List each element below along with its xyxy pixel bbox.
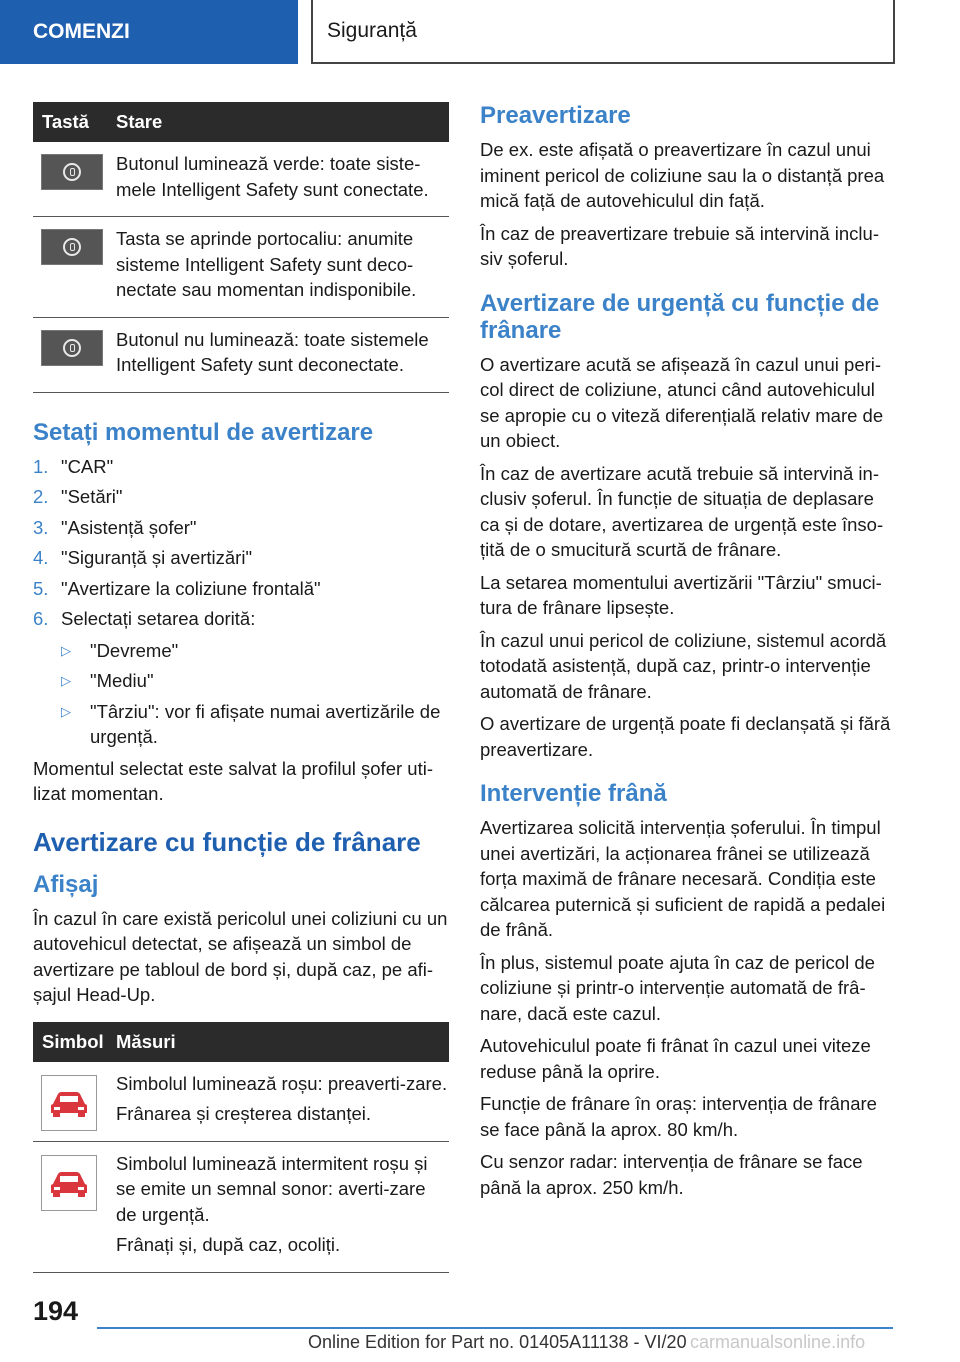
paragraph: O avertizare acută se afișează în cazul unui peri-col direct de coliziune, atunci când autovehiculul se apropie cu o viteză diferențială relativ mare de un obiect. — [480, 353, 884, 451]
row-text: Frânați și, după caz, ocoliți. — [116, 1234, 341, 1255]
table-row — [33, 318, 449, 393]
paragraph: În caz de preavertizare trebuie să intervină inclu-siv șoferul. — [480, 222, 879, 269]
list-item: ▷ "Devreme" — [61, 638, 449, 664]
braking-heading: Avertizare cu funcție de frânare — [33, 826, 421, 857]
row-text: Tasta se aprinde portocaliu: anumite sisteme Intelligent Safety sunt deco-nectate sau momentan indisponibile. — [116, 228, 417, 300]
symbol-table-header — [33, 1022, 449, 1062]
watermark: carmanualsonline.info — [690, 1332, 866, 1352]
paragraph: De ex. este afișată o preavertizare în cazul unui iminent pericol de coliziune sau la o distanță prea mică față de autovehiculul din față. — [480, 139, 885, 211]
paragraph: În cazul unui pericol de coliziune, sistemul acordă totodată asistență, după caz, printr-o intervenție automată de frânare. — [480, 629, 887, 702]
row-text: Simbolul luminează intermitent roșu și se emite un semnal sonor: averti-zare de urgență. — [116, 1152, 428, 1225]
triangle-bullet-icon: ▷ — [61, 642, 71, 658]
set-time-heading: Setați momentul de avertizare — [33, 418, 374, 446]
symbol-col-header: Simbol — [42, 1030, 104, 1052]
steps-list — [33, 454, 449, 632]
brake-intervention-heading: Intervenție frână — [480, 780, 667, 807]
key-table-header — [33, 102, 449, 142]
display-text: În cazul în care există pericolul unei coliziuni cu un autovehicul detectat, se afișează un simbol de avertizare pe tabloul de bord și, după caz, pe afi-șajul Head-Up. — [33, 907, 448, 1005]
display-heading: Afișaj — [33, 870, 99, 898]
vehicle-warning-red-icon — [41, 1075, 97, 1131]
table-row — [33, 1142, 449, 1273]
paragraph: În plus, sistemul poate ajuta în caz de pericol de coliziune și printr-o intervenție automată de frâ-nare, dacă este cazul. — [480, 951, 875, 1024]
edition-text: Online Edition for Part no. 01405A11138 - VI/20 — [308, 1332, 687, 1352]
section-title: COMENZI — [33, 20, 130, 43]
status-col-header: Stare — [116, 111, 163, 132]
row-text: Butonul luminează verde: toate siste-mele Intelligent Safety sunt conectate. — [116, 153, 429, 200]
intelligent-safety-key-green-icon — [41, 154, 103, 190]
right-column — [480, 100, 896, 1207]
intelligent-safety-key-off-icon — [41, 330, 103, 366]
table-row — [33, 217, 449, 318]
row-text: Frânarea și creșterea distanței. — [116, 1103, 372, 1124]
paragraph: Funcție de frânare în oraș: intervenția de frânare se face până la aprox. 80 km/h. — [480, 1093, 877, 1140]
row-text: Simbolul luminează roșu: preaverti-zare. — [116, 1072, 448, 1094]
symbol-table — [33, 1022, 449, 1273]
pre-warning-heading: Preavertizare — [480, 102, 631, 129]
table-row — [33, 142, 449, 217]
table-row — [33, 1062, 449, 1142]
key-status-table — [33, 102, 449, 393]
options-list — [33, 638, 449, 750]
measures-col-header: Măsuri — [116, 1030, 176, 1052]
urgent-warning-heading: Avertizare de urgență cu funcție de frânare — [480, 289, 880, 344]
row-text: Butonul nu luminează: toate sistemele Intelligent Safety sunt deconectate. — [116, 328, 429, 375]
list-item: 4. "Siguranță și avertizări" — [33, 547, 253, 568]
paragraph: Autovehiculul poate fi frânat în cazul unei viteze reduse până la oprire. — [480, 1035, 871, 1082]
left-column — [33, 102, 449, 1273]
triangle-bullet-icon: ▷ — [61, 703, 71, 719]
list-item: 2. "Setări" — [33, 486, 123, 507]
paragraph: O avertizare de urgență poate fi declanșată și fără preavertizare. — [480, 713, 891, 760]
list-item: 3. "Asistență șofer" — [33, 516, 197, 538]
chapter-tab — [311, 0, 895, 64]
page-number: 194 — [33, 1296, 79, 1326]
chapter-title: Siguranță — [327, 19, 417, 42]
triangle-bullet-icon: ▷ — [61, 673, 71, 688]
vehicle-warning-flashing-red-icon — [41, 1155, 97, 1211]
paragraph: Avertizarea solicită intervenția șoferului. În timpul unei avertizări, la acționarea frânei se utilizează forța maximă de frânare necesară. Condiția este călcarea puternică și suficient de rapidă a pedalei de frână. — [480, 817, 886, 940]
intelligent-safety-key-orange-icon — [41, 229, 103, 265]
key-col-header: Tastă — [42, 111, 89, 132]
list-item: ▷ "Mediu" — [61, 668, 449, 694]
paragraph: Cu senzor radar: intervenția de frânare se face până la aprox. 250 km/h. — [480, 1151, 863, 1198]
list-item: 1. "CAR" — [33, 455, 114, 477]
footer-divider — [97, 1327, 893, 1329]
list-item: ▷ "Târziu": vor fi afișate numai avertizările de urgență. — [61, 699, 449, 750]
list-item: 6. Selectați setarea dorită: — [33, 608, 256, 629]
section-tab — [0, 0, 298, 64]
saved-note: Momentul selectat este salvat la profilul șofer uti-lizat momentan. — [33, 757, 433, 804]
paragraph: În caz de avertizare acută trebuie să intervină in-clusiv șoferul. În funcție de situația de deplasare ca și de dotare, avertizarea de urgență este înso-țită de o smucitură scurtă de frânare. — [480, 462, 884, 560]
list-item: 5. "Avertizare la coliziune frontală" — [33, 577, 321, 599]
paragraph: La setarea momentului avertizării "Târziu" smuci-tura de frânare lipsește. — [480, 571, 882, 618]
